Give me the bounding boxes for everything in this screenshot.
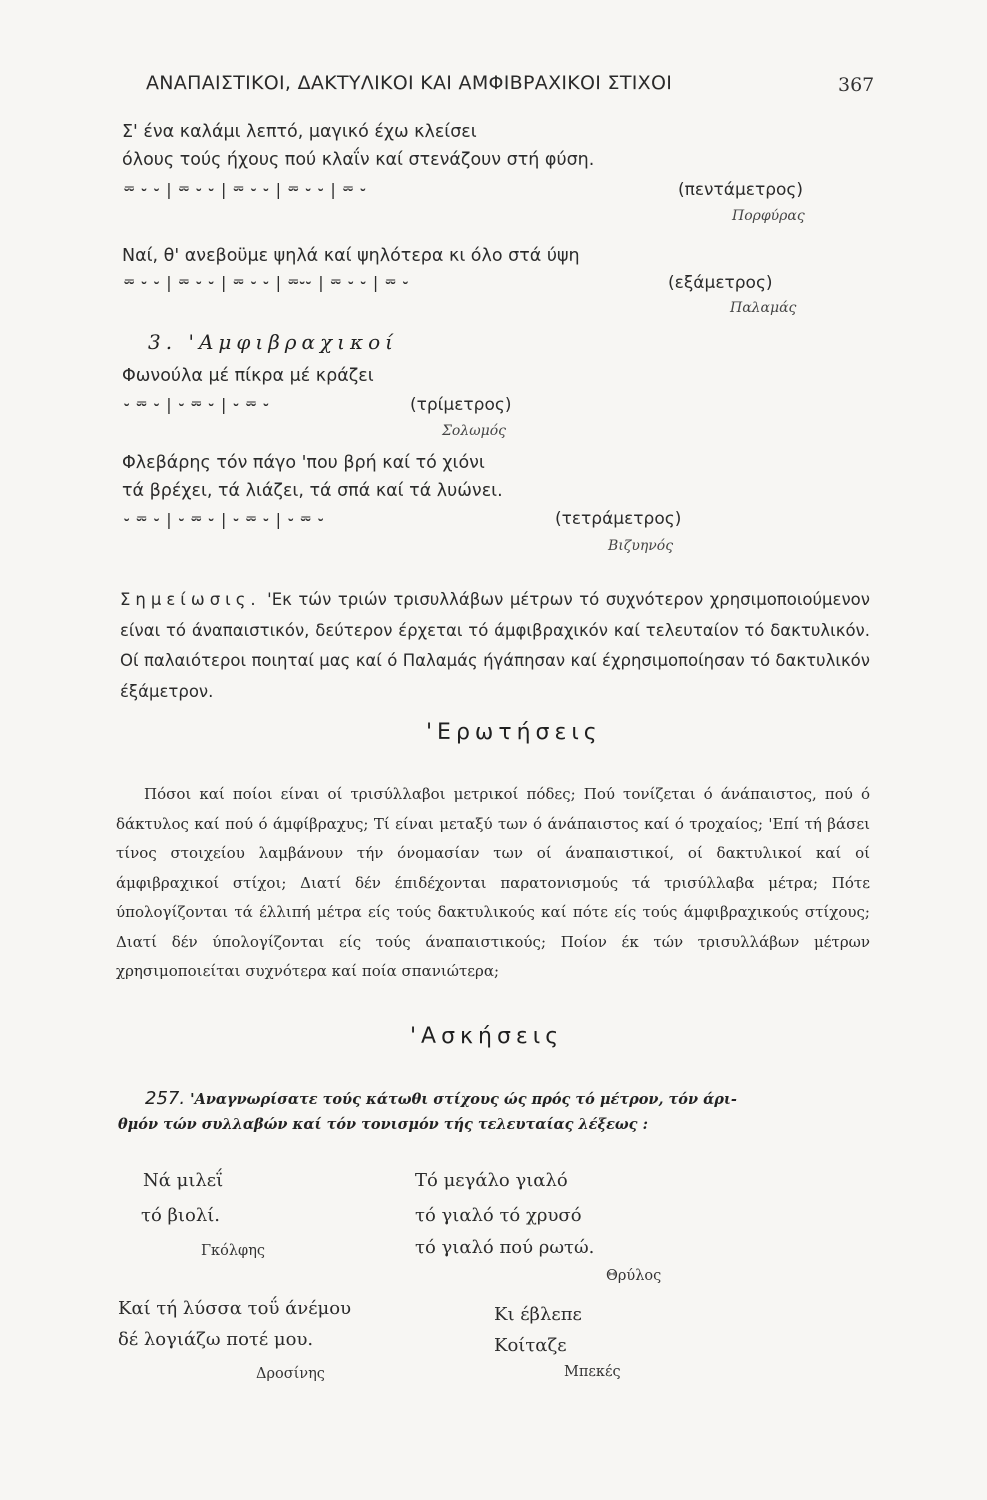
verse-line: Σ' ένα καλάμι λεπτό, μαγικό έχω κλείσει <box>122 122 477 142</box>
poem-line: Κι έβλεπε <box>494 1304 582 1325</box>
exercise-instruction-line2: θμόν τών συλλαβών καί τόν τονισμόν τής τελευταίας λέξεως : <box>118 1116 648 1133</box>
exercise-instruction-line1: 257. 'Αναγνωρίσατε τούς κάτωθι στίχους ώς πρός τό μέτρον, τόν άρι- <box>145 1088 737 1109</box>
poem-poet: Γκόλφης <box>201 1243 266 1259</box>
poem-line: Νά μιλεΐ <box>143 1170 224 1191</box>
note-paragraph <box>120 585 870 707</box>
meter-label: (πεντάμετρος) <box>678 180 804 200</box>
meter-scheme: ⏔ ⏑ ⏑ | ⏔ ⏑ ⏑ | ⏔ ⏑ ⏑ | ⏔⏑⏑ | ⏔ ⏑ ⏑ | ⏔ ⏑ <box>124 273 410 292</box>
poem-poet: Δροσίνης <box>256 1366 325 1382</box>
poem-line: δέ λογιάζω ποτέ μου. <box>118 1329 314 1350</box>
exercise-number: 257. <box>145 1088 186 1109</box>
poem-line: τό γιαλό πού ρωτώ. <box>415 1237 595 1258</box>
meter-label: (τρίμετρος) <box>410 395 512 415</box>
poem-line: Τό μεγάλο γιαλό <box>415 1170 568 1191</box>
questions-heading: 'Ερωτήσεις <box>426 720 602 745</box>
verse-line: τά βρέχει, τά λιάζει, τά σπά καί τά λυώνει. <box>122 481 503 501</box>
meter-scheme: ⏑ ⏔ ⏑ | ⏑ ⏔ ⏑ | ⏑ ⏔ ⏑ | ⏑ ⏔ ⏑ <box>124 510 325 529</box>
poet-name: Σολωμός <box>442 423 506 439</box>
poet-name: Βιζυηνός <box>608 538 674 554</box>
note-lead: Σημείωσις. <box>120 590 261 609</box>
section-title: 3. 'Αμφιβραχικοί <box>148 330 399 354</box>
questions-text: Πόσοι καί ποίοι είναι οί τρισύλλαβοι μετρικοί πόδες; Πού τονίζεται ό άνάπαιστος, πού ό δάκτυλος καί πού ό άμφίβραχυς; Τί είναι μεταξύ των ό άνάπαιστος καί ό τροχαίος; 'Επί τή βάσει τίνος στοιχείου λαμβάνουν τήν όνομασίαν των οί άναπαιστικοί, οί δακτυλικοί καί οί άμφιβραχικοί στίχοι; Διατί δέν έπιδέχονται παρατονισμούς τά τρισύλλαβα μέτρα; Πότε ύπολογίζονται τά έλλιπή μέτρα είς τούς δακτυλικούς καί πότε είς τούς άμφιβραχικούς στίχους; Διατί δέν ύπολογίζονται είς τούς άναπαιστικούς; Ποίον έκ τών τρισυλλάβων μέτρων χρησιμοποιείται συχνότερα καί ποία σπανιώτερα; <box>116 785 870 980</box>
running-title: ΑΝΑΠΑΙΣΤΙΚΟΙ, ΔΑΚΤΥΛΙΚΟΙ ΚΑΙ ΑΜΦΙΒΡΑΧΙΚΟΙ ΣΤΙΧΟΙ <box>146 72 673 94</box>
note-text: 'Εκ τών τριών τρισυλλάβων μέτρων τό συχνότερον χρησιμοποιούμενον είναι τό άναπαιστικόν, δεύτερον έρχεται τό άμφιβραχικόν καί τελευταίον τό δακτυλικόν. Οί παλαιότεροι ποιηταί μας καί ό Παλαμάς ήγάπησαν καί έχρησιμοποίησαν τό δακτυλικόν έξάμετρον. <box>120 590 870 701</box>
poem-poet: Μπεκές <box>564 1364 621 1380</box>
verse-line: όλους τούς ήχους πού κλαΐν καί στενάζουν στή φύση. <box>122 150 595 170</box>
verse-line: Φλεβάρης τόν πάγο 'που βρή καί τό χιόνι <box>122 453 485 473</box>
poem-line: τό βιολί. <box>141 1205 221 1226</box>
questions-paragraph <box>116 780 870 987</box>
verse-line: Φωνούλα μέ πίκρα μέ κράζει <box>122 366 374 386</box>
poet-name: Παλαμάς <box>730 300 797 316</box>
meter-label: (τετράμετρος) <box>555 509 682 529</box>
verse-line: Ναί, θ' ανεβοϋμε ψηλά καί ψηλότερα κι όλο στά ύψη <box>122 246 580 266</box>
poem-line: Κοίταζε <box>494 1335 567 1356</box>
page-number: 367 <box>838 74 875 96</box>
exercises-heading: 'Ασκήσεις <box>410 1024 564 1049</box>
poet-name: Πορφύρας <box>732 208 805 224</box>
meter-label: (εξάμετρος) <box>668 273 773 293</box>
poem-line: τό γιαλό τό χρυσό <box>415 1205 582 1226</box>
poem-poet: Θρύλος <box>606 1268 662 1284</box>
meter-scheme: ⏔ ⏑ ⏑ | ⏔ ⏑ ⏑ | ⏔ ⏑ ⏑ | ⏔ ⏑ ⏑ | ⏔ ⏑ <box>124 180 367 199</box>
poem-line: Καί τή λύσσα τοΰ άνέμου <box>118 1298 352 1319</box>
meter-scheme: ⏑ ⏔ ⏑ | ⏑ ⏔ ⏑ | ⏑ ⏔ ⏑ <box>124 395 270 414</box>
